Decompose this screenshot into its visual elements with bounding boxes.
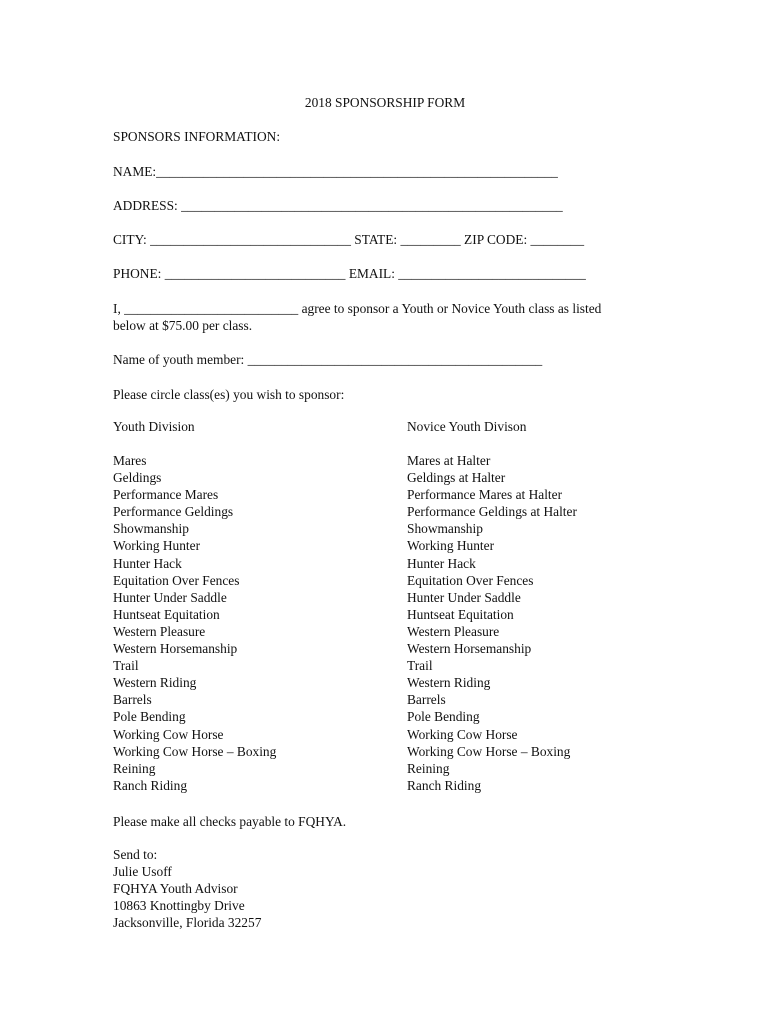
recipient-role: FQHYA Youth Advisor: [113, 881, 238, 897]
list-item: Geldings at Halter: [407, 470, 506, 486]
agreement-line-2: below at $75.00 per class.: [113, 318, 253, 333]
list-item: Western Horsemanship: [113, 641, 238, 657]
list-item: Huntseat Equitation: [113, 606, 220, 622]
list-item: Trail: [113, 658, 139, 674]
list-item: Geldings: [113, 470, 162, 486]
novice-division-list: [407, 452, 577, 794]
list-item: Western Pleasure: [113, 623, 206, 639]
list-item: Hunter Under Saddle: [407, 589, 521, 605]
list-item: Reining: [113, 760, 156, 776]
list-item: Equitation Over Fences: [113, 572, 240, 588]
list-item: Western Pleasure: [407, 623, 500, 639]
list-item: Hunter Hack: [407, 555, 476, 571]
youth-division-heading: Youth Division: [113, 419, 195, 434]
list-item: Reining: [407, 760, 450, 776]
novice-division-heading: Novice Youth Divison: [407, 419, 527, 434]
list-item: Showmanship: [113, 521, 189, 537]
youth-division-list: [113, 452, 276, 794]
list-item: Western Riding: [407, 675, 491, 691]
city-state-zip-line: CITY: ______________________________ STATE: _________ ZIP CODE: ________: [113, 232, 585, 247]
list-item: Huntseat Equitation: [407, 606, 514, 622]
circle-instruction: Please circle class(es) you wish to sponsor:: [113, 387, 345, 402]
list-item: Pole Bending: [113, 709, 186, 725]
list-item: Working Hunter: [113, 538, 201, 554]
list-item: Trail: [407, 658, 433, 674]
list-item: Western Horsemanship: [407, 641, 532, 657]
list-item: Showmanship: [407, 521, 483, 537]
agreement-line-1: I, __________________________ agree to sponsor a Youth or Novice Youth class as listed: [113, 301, 602, 316]
list-item: Performance Geldings at Halter: [407, 504, 577, 520]
youth-member-line: Name of youth member: ____________________________________________: [113, 352, 543, 367]
recipient-city: Jacksonville, Florida 32257: [113, 915, 262, 931]
list-item: Barrels: [113, 692, 152, 708]
send-to-label: Send to:: [113, 847, 158, 862]
list-item: Performance Geldings: [113, 504, 234, 520]
list-item: Mares at Halter: [407, 453, 491, 468]
list-item: Working Cow Horse – Boxing: [407, 743, 571, 759]
list-item: Pole Bending: [407, 709, 480, 725]
list-item: Ranch Riding: [113, 777, 188, 793]
list-item: Working Cow Horse – Boxing: [113, 743, 277, 759]
list-item: Working Cow Horse: [407, 726, 518, 742]
list-item: Ranch Riding: [407, 777, 482, 793]
recipient-street: 10863 Knottingby Drive: [113, 898, 245, 914]
form-title: 2018 SPONSORSHIP FORM: [304, 95, 466, 110]
recipient-name: Julie Usoff: [113, 864, 172, 880]
list-item: Hunter Under Saddle: [113, 589, 227, 605]
list-item: Barrels: [407, 692, 446, 708]
list-item: Equitation Over Fences: [407, 572, 534, 588]
mailing-address: [113, 846, 261, 931]
address-field-line: ADDRESS: _________________________________________________________: [113, 198, 563, 213]
list-item: Mares: [113, 453, 147, 468]
name-field-line: NAME:____________________________________________________________: [113, 164, 558, 179]
list-item: Performance Mares at Halter: [407, 487, 563, 503]
section-heading: SPONSORS INFORMATION:: [113, 129, 281, 144]
payment-note: Please make all checks payable to FQHYA.: [113, 814, 347, 829]
list-item: Performance Mares: [113, 487, 219, 503]
list-item: Working Cow Horse: [113, 726, 224, 742]
phone-email-line: PHONE: ___________________________ EMAIL: ____________________________: [113, 266, 586, 281]
list-item: Hunter Hack: [113, 555, 182, 571]
list-item: Western Riding: [113, 675, 197, 691]
list-item: Working Hunter: [407, 538, 495, 554]
